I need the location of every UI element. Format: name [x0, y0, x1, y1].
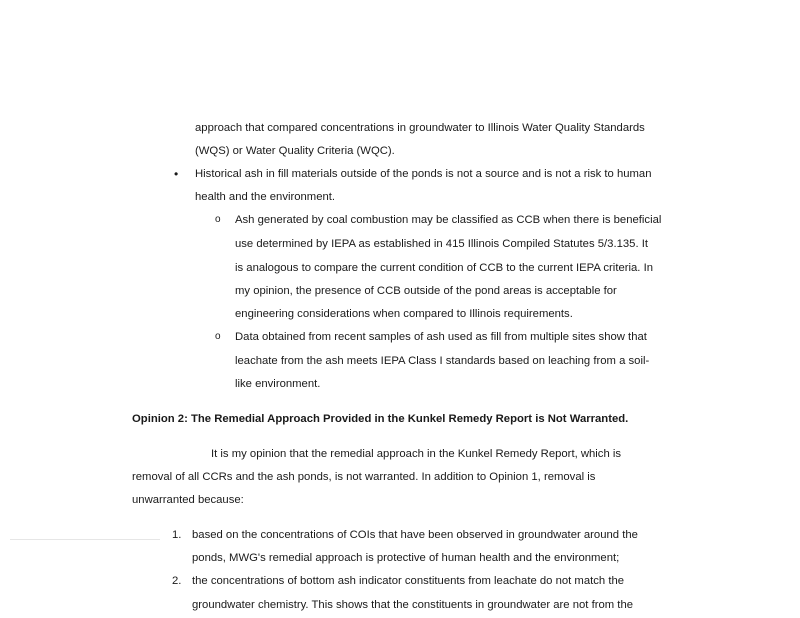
bullet-marker: •: [174, 167, 179, 181]
paragraph-line: It is my opinion that the remedial approach in the Kunkel Remedy Report, which is: [211, 448, 622, 460]
subitem-line: leachate from the ash meets IEPA Class I standards based on leaching from a soil-: [235, 355, 650, 367]
subbullet-marker: o: [215, 331, 221, 342]
numbered-line: groundwater chemistry. This shows that the constituents in groundwater are not from the: [192, 599, 634, 611]
subbullet-marker: o: [215, 214, 221, 225]
scan-artifact-line: [10, 539, 160, 540]
intro-line: (WQS) or Water Quality Criteria (WQC).: [195, 145, 395, 157]
intro-line: approach that compared concentrations in groundwater to Illinois Water Quality Standards: [195, 122, 645, 134]
numbered-line: based on the concentrations of COIs that have been observed in groundwater around the: [192, 529, 638, 541]
subitem-line: like environment.: [235, 378, 321, 390]
subitem-line: use determined by IEPA as established in 415 Illinois Compiled Statutes 5/3.135. It: [235, 238, 648, 250]
list-number: 1.: [172, 529, 182, 541]
numbered-line: ponds, MWG's remedial approach is protective of human health and the environment;: [192, 552, 620, 564]
numbered-line: the concentrations of bottom ash indicator constituents from leachate do not match the: [192, 575, 625, 587]
bullet-line: health and the environment.: [195, 191, 336, 203]
opinion-heading: Opinion 2: The Remedial Approach Provided in the Kunkel Remedy Report is Not Warranted.: [132, 413, 629, 425]
subitem-line: engineering considerations when compared to Illinois requirements.: [235, 308, 573, 320]
bullet-line: Historical ash in fill materials outside of the ponds is not a source and is not a risk to human: [195, 168, 652, 180]
subitem-line: Data obtained from recent samples of ash used as fill from multiple sites show that: [235, 331, 647, 343]
paragraph-line: removal of all CCRs and the ash ponds, is not warranted. In addition to Opinion 1, removal is: [132, 471, 596, 483]
list-number: 2.: [172, 575, 182, 587]
paragraph-line: unwarranted because:: [132, 494, 244, 506]
subitem-line: is analogous to compare the current condition of CCB to the current IEPA criteria. In: [235, 262, 653, 274]
subitem-line: my opinion, the presence of CCB outside of the pond areas is acceptable for: [235, 285, 617, 297]
subitem-line: Ash generated by coal combustion may be classified as CCB when there is beneficial: [235, 214, 662, 226]
